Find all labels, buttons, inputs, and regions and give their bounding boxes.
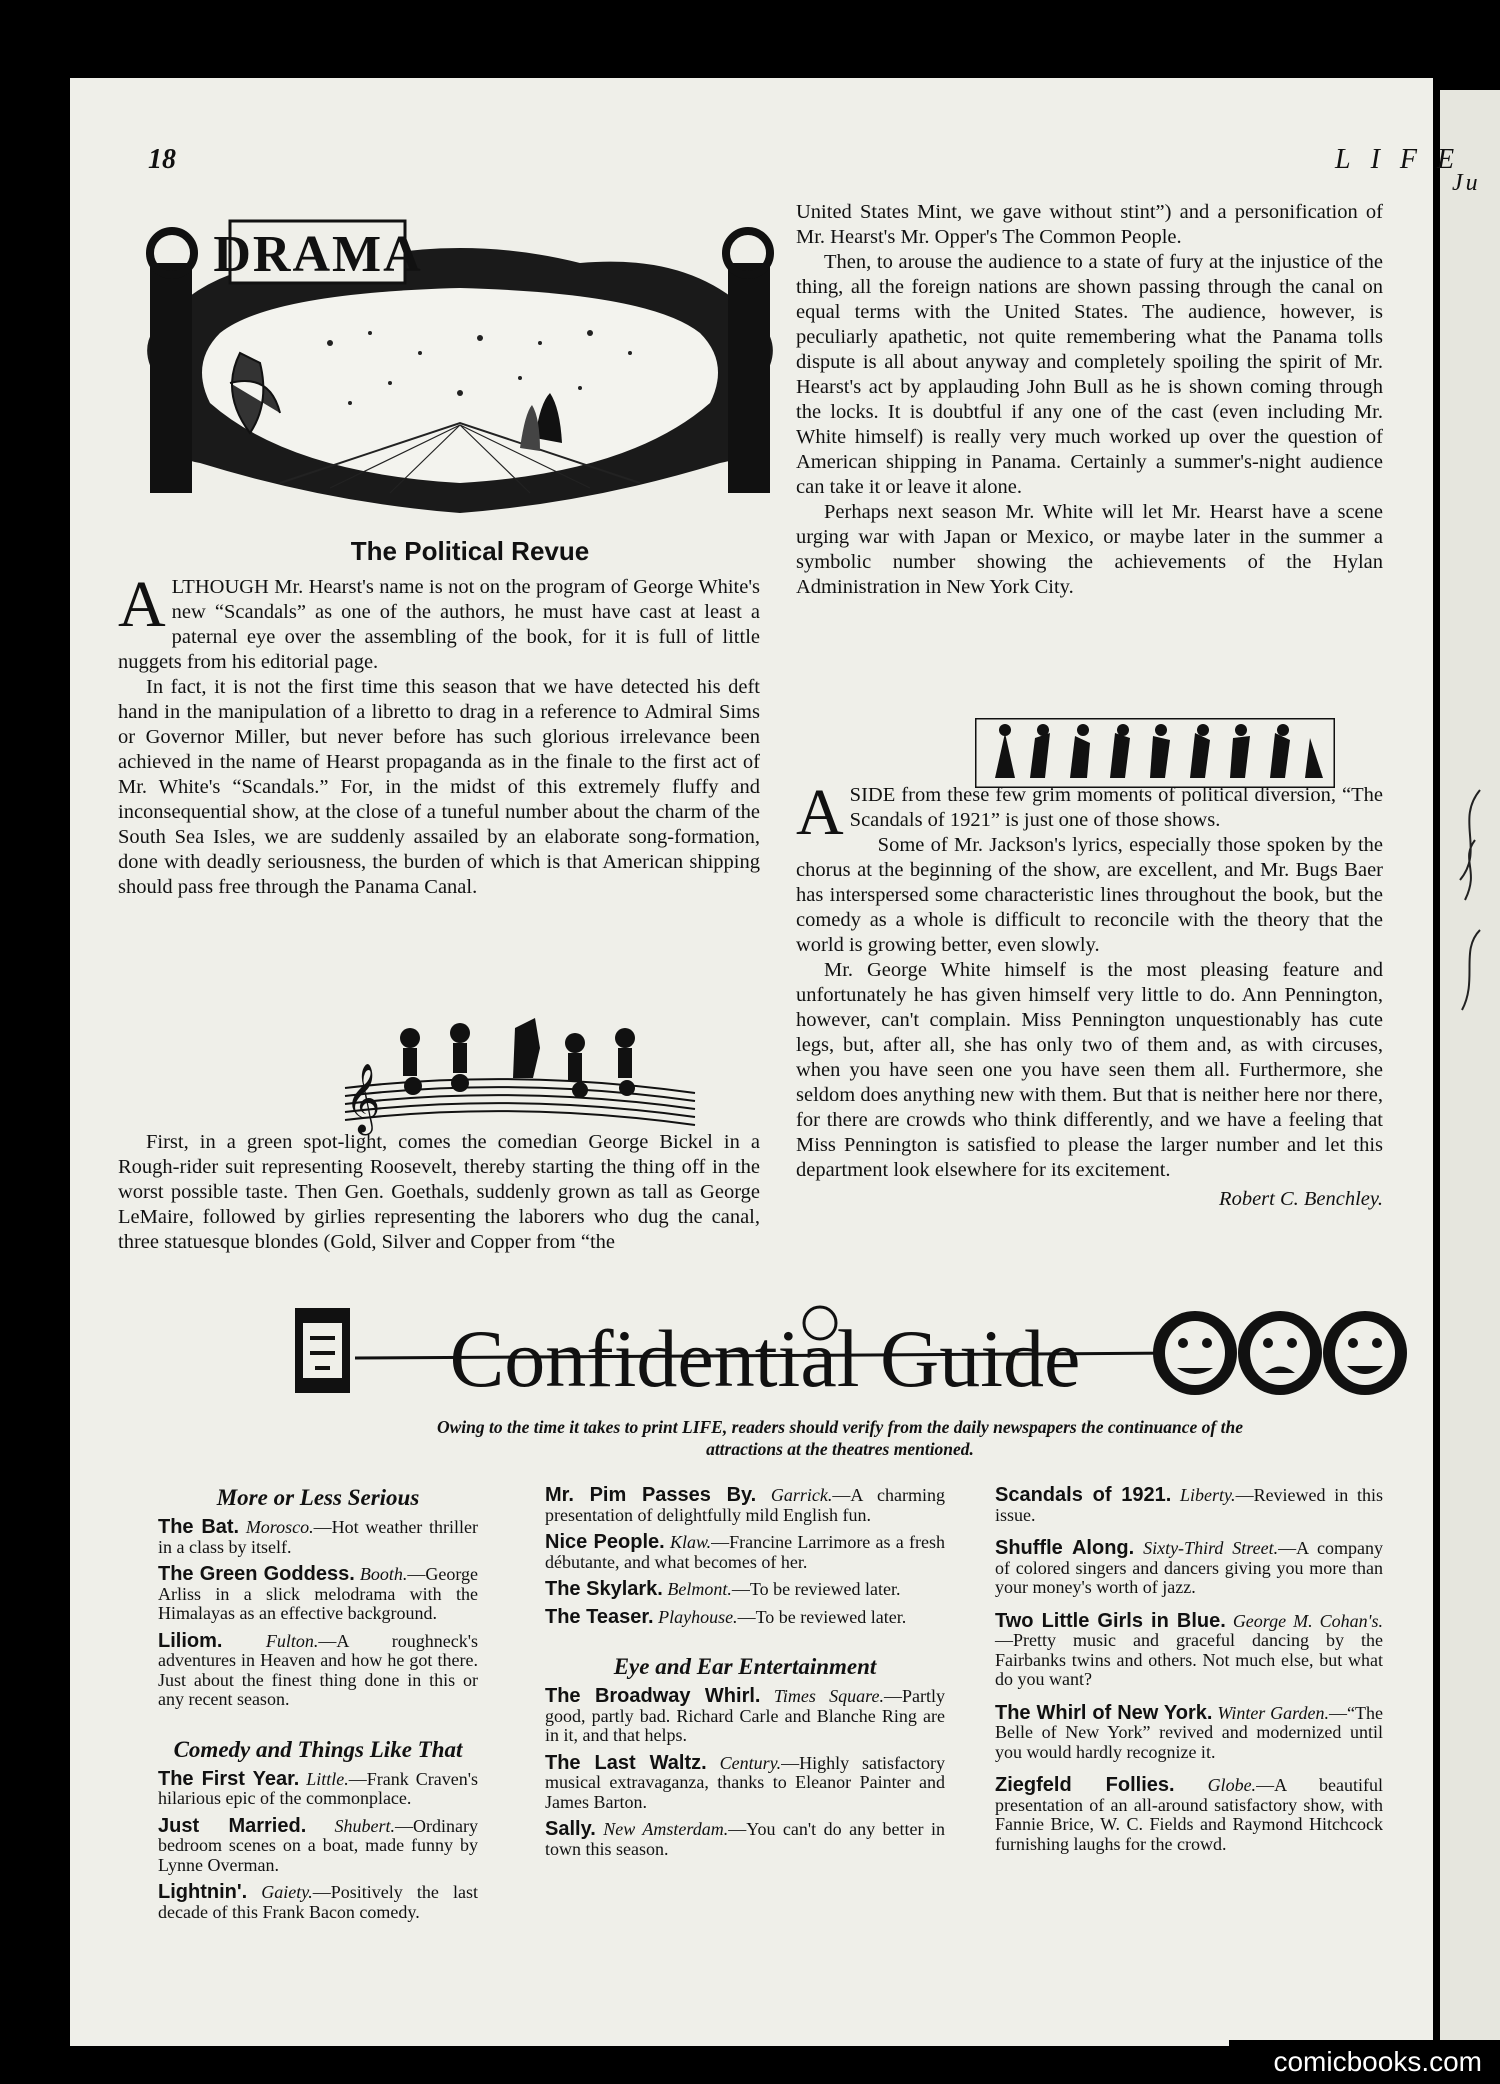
drama-banner-illustration xyxy=(130,193,790,528)
article-paragraph: In fact, it is not the first time this season that we have detected his deft hand in the manipulation of a libretto to drag in a reference to Admiral Sims or Governor Miller, but never before has such glorious irrelevance been achieved in the name of Hearst propaganda as in the finale to the first act of Mr. White's “Scandals.” For, in the midst of this extremely fluffy and inconsequential show, at the close of a tuneful number about the charm of the South Sea Isles, we are suddenly assailed by an elaborate song-formation, done with deadly seriousness, the burden of which is that American shipping should pass free through the Panama Canal. xyxy=(118,676,760,898)
guide-entry: The Skylark. Belmont.—To be reviewed later. xyxy=(545,1578,901,1600)
guide-entry: The Whirl of New York. Winter Garden.—“The Belle of New York” revived and modernized until you would hardly recognize it. xyxy=(995,1701,1383,1762)
guide-entry: Two Little Girls in Blue. George M. Cohan's.—Pretty music and graceful dancing by the Fairbanks twins and others. Not much else, but what do you want? xyxy=(995,1609,1383,1689)
magazine-page xyxy=(70,78,1475,2046)
guide-entry: Nice People. Klaw.—Francine Larrimore as a fresh débutante, and what becomes of her. xyxy=(545,1531,946,1572)
adjacent-page-fragment: Ju xyxy=(1452,170,1481,196)
guide-category-heading: Eye and Ear Entertainment xyxy=(613,1654,877,1679)
article-paragraph: United States Mint, we gave without stint”) and a personification of Mr. Hearst's Mr. Opper's The Common People. xyxy=(796,201,1383,248)
article-paragraph: ALTHOUGH Mr. Hearst's name is not on the program of George White's new “Scandals” as one of the authors, he must have cast at least a paternal eye over the assembling of the book, for it is full of little nuggets from his editorial page. xyxy=(118,568,760,673)
guide-entry: Shuffle Along. Sixty-Third Street.—A company of colored singers and dancers giving you more than your money's worth of jazz. xyxy=(995,1537,1383,1597)
drop-cap: A xyxy=(118,568,166,641)
adjacent-page-sketch xyxy=(1450,780,1490,1040)
magazine-title: LIFE xyxy=(1335,144,1475,175)
adjacent-page-edge xyxy=(1440,90,1500,2084)
article-left-column-bottom xyxy=(118,1130,760,1255)
guide-entry: The Teaser. Playhouse.—To be reviewed later. xyxy=(545,1605,907,1628)
article-paragraph: Perhaps next season Mr. White will let Mr. Hearst have a scene urging war with Japan or Mexico, or maybe later in the summer a symbolic number showing the achievements of the Hylan Administration in New York City. xyxy=(796,501,1383,598)
drama-banner-word: DRAMA xyxy=(213,226,423,283)
svg-text:𝄞: 𝄞 xyxy=(345,1063,381,1133)
site-watermark: comicbooks.com xyxy=(1229,2040,1500,2084)
article-paragraph: ASIDE from these few grim moments of political diversion, “The Scandals of 1921” is just one of those shows. xyxy=(796,776,1383,849)
guide-column-2 xyxy=(545,1486,945,1867)
guide-category-heading: Comedy and Things Like That xyxy=(173,1736,463,1762)
author-signature: Robert C. Benchley. xyxy=(1219,1188,1383,1210)
guide-entry: Liliom. Fulton.—A roughneck's adventures in Heaven and how he got there. Just about the finest thing done in this or any recent season. xyxy=(158,1629,478,1709)
guide-entry: The Broadway Whirl. Times Square.—Partly good, partly bad. Richard Carle and Blanche Ring are in it, and that helps. xyxy=(545,1685,946,1745)
dancers-illustration xyxy=(975,718,1335,788)
guide-entry: Scandals of 1921. Liberty.—Reviewed in this issue. xyxy=(995,1484,1383,1525)
confidential-guide-banner xyxy=(295,1298,1415,1413)
guide-banner-title: Confidential Guide xyxy=(449,1313,1081,1404)
guide-entry: Sally. New Amsterdam.—You can't do any better in town this season. xyxy=(545,1818,946,1859)
guide-note: Owing to the time it takes to print LIFE, readers should verify from the daily newspapers the continuance of the attractions at the theatres mentioned. xyxy=(436,1417,1243,1459)
guide-category-heading: More or Less Serious xyxy=(216,1485,420,1510)
article-paragraph: Then, to arouse the audience to a state of fury at the injustice of the thing, all the foreign nations are shown passing through the canal on equal terms with the United States. The audience, however, is peculiarly apathetic, not quite remembering what the Panama tolls dispute is all about anyway and completely spoiling the spirit of Mr. Hearst's act by applauding John Bull as he is shown coming through the locks. It is doubtful if any one of the cast (even including Mr. White himself) is really very much worked up over the question of American shipping in Panama. Certainly a summer's-night audience can take it or leave it alone. xyxy=(796,251,1383,498)
article-title: The Political Revue xyxy=(350,536,590,566)
article-paragraph: First, in a green spot-light, comes the comedian George Bickel in a Rough-rider suit representing Roosevelt, thereby starting the thing off in the worst possible taste. Then Gen. Goethals, suddenly grown as tall as George LeMaire, followed by girlies representing the laborers who dug the canal, three statuesque blondes (Gold, Silver and Copper from “the xyxy=(118,1131,760,1253)
guide-entry: Ziegfeld Follies. Globe.—A beautiful presentation of an all-around satisfactory show, with Fannie Brice, W. C. Fields and Raymond Hitchcock furnishing laughs for the crowd. xyxy=(995,1774,1384,1854)
article-paragraph: Some of Mr. Jackson's lyrics, especially those spoken by the chorus at the beginning of the show, are excellent, and Mr. Bugs Baer has interspersed some characteristic lines throughout the book, but the comedy as a whole is difficult to reconcile with the theory that the world is growing better, even slowly. xyxy=(796,834,1383,956)
guide-column-1 xyxy=(158,1484,478,1930)
guide-column-3 xyxy=(995,1486,1383,1862)
guide-entry: The Green Goddess. Booth.—George Arliss in a slick melodrama with the Himalayas as an effective background. xyxy=(158,1563,478,1623)
drop-cap: A xyxy=(796,776,844,849)
guide-entry: Mr. Pim Passes By. Garrick.—A charming presentation of delightfully mild English fun. xyxy=(545,1484,946,1525)
music-staff-illustration xyxy=(335,1008,705,1138)
page-number: 18 xyxy=(148,144,176,175)
article-paragraph: Mr. George White himself is the most pleasing feature and unfortunately he has given himself very little to do. Ann Pennington, however, can't complain. Miss Pennington unquestionably has cute legs, but, after all, she has only two of them and, as with circuses, when you have seen one you have seen them all. Furthermore, she seldom does anything new with them. But that is neither here nor there, for there are crowds who think differently, and we have a feeling that Miss Pennington is satisfied to please the larger number and let this department look elsewhere for its excitement. xyxy=(796,959,1383,1181)
article-left-column-top xyxy=(118,568,760,900)
article-right-column-top xyxy=(796,200,1383,600)
guide-entry: Just Married. Shubert.—Ordinary bedroom scenes on a boat, made funny by Lynne Overman. xyxy=(158,1814,478,1875)
guide-entry: The Bat. Morosco.—Hot weather thriller in a class by itself. xyxy=(158,1516,478,1557)
guide-entry: The First Year. Little.—Frank Craven's hilarious epic of the commonplace. xyxy=(158,1767,478,1808)
article-right-column-bottom xyxy=(796,776,1383,1212)
guide-entry: The Last Waltz. Century.—Highly satisfactory musical extravaganza, thanks to Eleanor Painter and James Barton. xyxy=(545,1751,945,1812)
guide-entry: Lightnin'. Gaiety.—Positively the last decade of this Frank Bacon comedy. xyxy=(158,1881,478,1922)
